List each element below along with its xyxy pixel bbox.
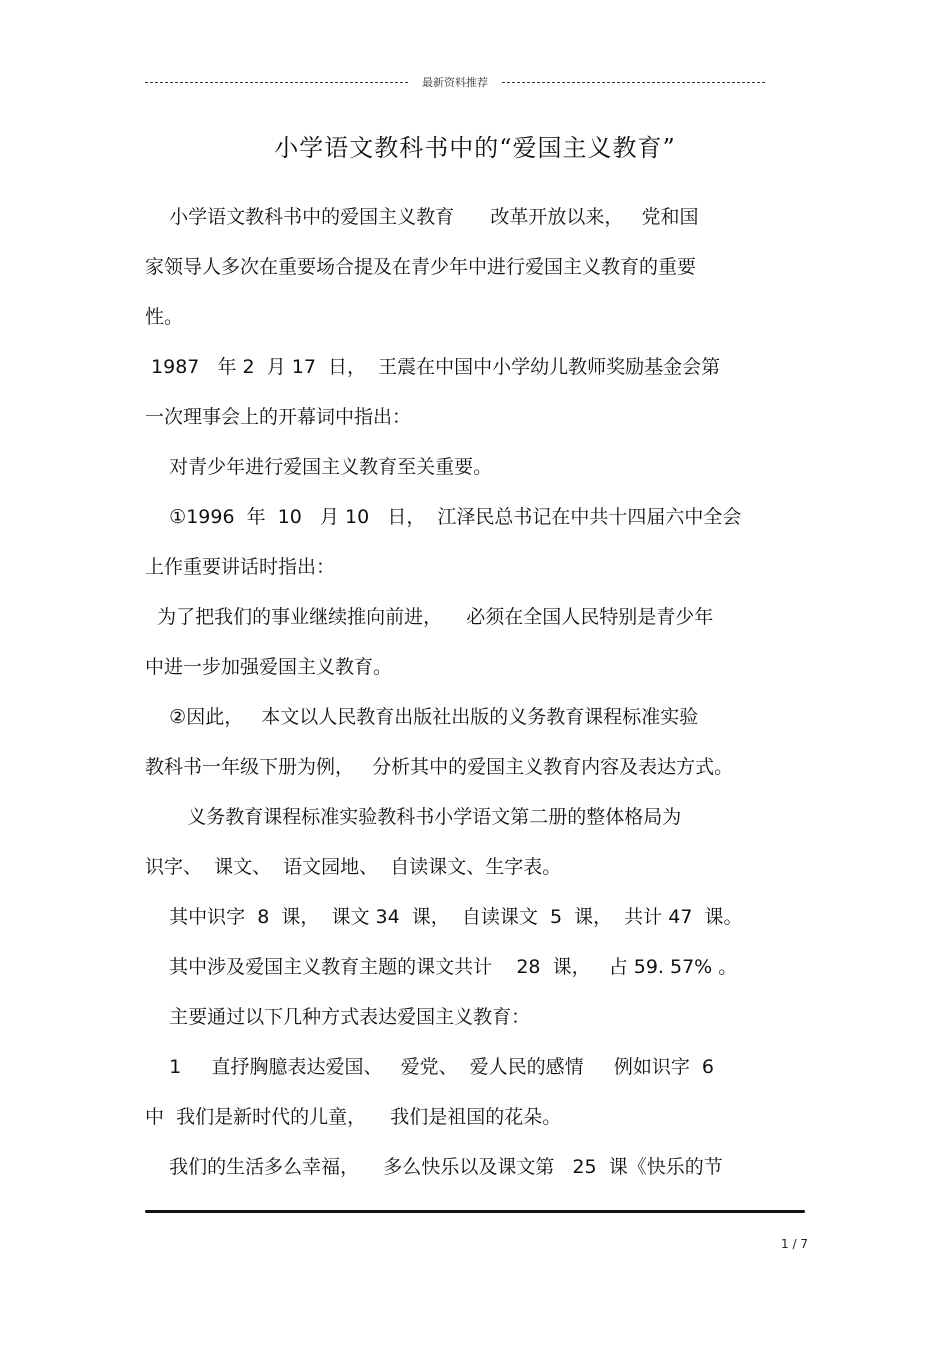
text-line: 1 直抒胸臆表达爱国、 爱党、 爱人民的感情 例如识字 6: [145, 1056, 715, 1078]
text-line: 教科书一年级下册为例， 分析其中的爱国主义教育内容及表达方式。: [145, 756, 734, 778]
text-line: 义务教育课程标准实验教科书小学语文第二册的整体格局为: [145, 806, 682, 828]
text-line: 识字、 课文、 语文园地、 自读课文、生字表。: [145, 856, 562, 878]
text-line: 主要通过以下几种方式表达爱国主义教育：: [145, 1006, 531, 1028]
text-line: 性。: [145, 306, 184, 328]
text-line: 其中识字 8 课， 课文 34 课， 自读课文 5 课， 共计 47 课。: [145, 906, 743, 928]
page-number: 1 / 7: [781, 1237, 808, 1251]
text-line: 小学语文教科书中的爱国主义教育 改革开放以来， 党和国: [145, 206, 699, 228]
text-line: 其中涉及爱国主义教育主题的课文共计 28 课， 占 59. 57% 。: [145, 956, 738, 978]
text-line: ①1996 年 10 月 10 日， 江泽民总书记在中共十四届六中全会: [145, 506, 742, 528]
document-title: 小学语文教科书中的“爱国主义教育”: [274, 134, 676, 162]
text-line: 家领导人多次在重要场合提及在青少年中进行爱国主义教育的重要: [145, 256, 697, 278]
footer-rule: [145, 1210, 805, 1213]
header-dash-right: [502, 82, 765, 83]
text-line: 对青少年进行爱国主义教育至关重要。: [145, 456, 493, 478]
text-line: 一次理事会上的开幕词中指出：: [145, 406, 412, 428]
text-line: 为了把我们的事业继续推向前进， 必须在全国人民特别是青少年: [145, 606, 714, 628]
header-dash-left: [145, 82, 408, 83]
text-line: 上作重要讲话时指出：: [145, 556, 336, 578]
page-header: [145, 72, 765, 92]
text-line: 1987 年 2 月 17 日， 王震在中国中小学幼儿教师奖励基金会第: [145, 356, 721, 378]
text-line: 我们的生活多么幸福， 多么快乐以及课文第 25 课《快乐的节: [145, 1156, 723, 1178]
text-line: 中 我们是新时代的儿童， 我们是祖国的花朵。: [145, 1106, 562, 1128]
text-line: ②因此， 本文以人民教育出版社出版的义务教育课程标准实验: [145, 706, 699, 728]
text-line: 中进一步加强爱国主义教育。: [145, 656, 393, 678]
header-text: 最新资料推荐: [422, 76, 488, 89]
